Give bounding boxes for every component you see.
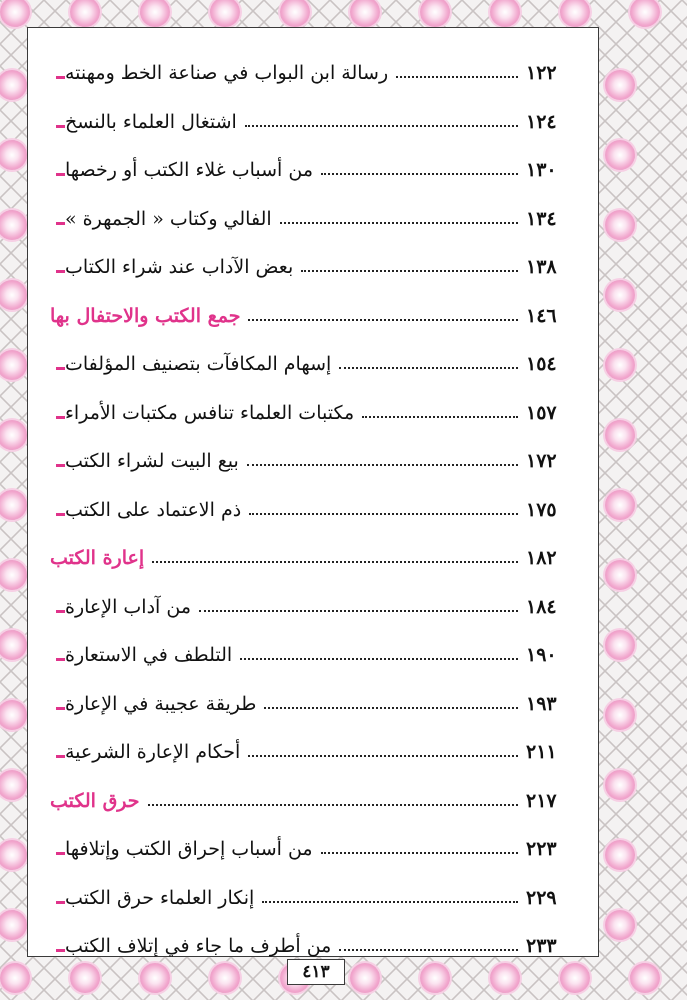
toc-page-number: ١٣٠ — [526, 159, 557, 181]
toc-title: مكتبات العلماء تنافس مكتبات الأمراء — [65, 401, 355, 424]
toc-title: اشتغال العلماء بالنسخ — [65, 110, 237, 133]
dot-leader — [240, 658, 518, 660]
dot-leader — [339, 949, 518, 951]
toc-section-heading[interactable] — [50, 301, 566, 331]
dot-leader — [321, 173, 518, 175]
dash-bullet-icon — [56, 755, 65, 758]
toc-title: بعض الآداب عند شراء الكتاب — [65, 256, 294, 278]
rosette-ornament — [0, 420, 27, 450]
toc-page-number: ٢٢٣ — [526, 838, 557, 860]
toc-entry[interactable] — [50, 155, 566, 185]
rosette-ornament — [280, 0, 310, 27]
rosette-ornament — [350, 963, 380, 993]
rosette-ornament — [0, 963, 30, 993]
dot-leader — [148, 804, 518, 806]
toc-page-number: ١٨٢ — [526, 547, 557, 569]
rosette-ornament — [605, 770, 635, 800]
dash-bullet-icon — [56, 901, 65, 904]
dash-bullet-icon — [56, 658, 65, 661]
rosette-ornament — [0, 350, 27, 380]
toc-title: أحكام الإعارة الشرعية — [65, 741, 241, 763]
toc-page-number: ٢٢٩ — [526, 886, 557, 909]
rosette-ornament — [605, 280, 635, 310]
toc-page-number: ١٥٧ — [526, 401, 557, 424]
rosette-ornament — [605, 910, 635, 940]
table-of-contents — [28, 28, 598, 956]
rosette-ornament — [490, 963, 520, 993]
toc-title: بيع البيت لشراء الكتب — [65, 450, 239, 472]
toc-page-number: ٢١٧ — [526, 789, 557, 812]
toc-title: رسالة ابن البواب في صناعة الخط ومهنته — [65, 62, 389, 84]
toc-entry[interactable] — [50, 931, 566, 961]
toc-page-number: ٢١١ — [526, 741, 557, 763]
rosette-ornament — [0, 560, 27, 590]
rosette-ornament — [210, 0, 240, 27]
rosette-ornament — [490, 0, 520, 27]
rosette-ornament — [0, 840, 27, 870]
toc-page-number: ٢٣٣ — [526, 935, 557, 957]
toc-entry[interactable] — [50, 883, 566, 913]
rosette-ornament — [70, 0, 100, 27]
toc-title: الفالي وكتاب « الجمهرة » — [65, 207, 272, 230]
rosette-ornament — [630, 0, 660, 27]
dash-bullet-icon — [56, 949, 65, 952]
toc-page-number: ١٨٤ — [526, 595, 557, 618]
rosette-ornament — [0, 630, 27, 660]
toc-title: من أسباب غلاء الكتب أو رخصها — [65, 159, 314, 181]
toc-page-number: ١٩٣ — [526, 692, 557, 715]
toc-title: جمع الكتب والاحتفال بها — [50, 304, 241, 327]
rosette-ornament — [0, 280, 27, 310]
toc-entry[interactable] — [50, 349, 566, 379]
rosette-ornament — [0, 770, 27, 800]
dash-bullet-icon — [56, 76, 65, 79]
toc-entry[interactable] — [50, 640, 566, 670]
rosette-ornament — [0, 0, 30, 27]
dash-bullet-icon — [56, 852, 65, 855]
rosette-ornament — [210, 963, 240, 993]
rosette-ornament — [605, 420, 635, 450]
dot-leader — [339, 367, 518, 369]
rosette-ornament — [560, 963, 590, 993]
dash-bullet-icon — [56, 173, 65, 176]
toc-section-heading[interactable] — [50, 786, 566, 816]
dot-leader — [301, 270, 518, 272]
rosette-ornament — [0, 210, 27, 240]
dot-leader — [262, 901, 518, 903]
toc-entry[interactable] — [50, 107, 566, 137]
toc-entry[interactable] — [50, 446, 566, 476]
rosette-ornament — [605, 210, 635, 240]
toc-entry[interactable] — [50, 689, 566, 719]
toc-page-number: ١٢٤ — [526, 110, 557, 133]
dot-leader — [280, 222, 518, 224]
rosette-ornament — [630, 963, 660, 993]
toc-title: ذم الاعتماد على الكتب — [65, 498, 242, 521]
dot-leader — [362, 416, 518, 418]
rosette-ornament — [605, 700, 635, 730]
toc-title: طريقة عجيبة في الإعارة — [65, 692, 257, 715]
toc-page-number: ١٤٦ — [526, 304, 557, 327]
toc-title: إسهام المكافآت بتصنيف المؤلفات — [65, 353, 332, 375]
toc-entry[interactable] — [50, 398, 566, 428]
toc-title: من أسباب إحراق الكتب وإتلافها — [65, 838, 313, 860]
rosette-ornament — [140, 0, 170, 27]
toc-page-number: ١٧٥ — [526, 498, 557, 521]
dash-bullet-icon — [56, 222, 65, 225]
dash-bullet-icon — [56, 367, 65, 370]
rosette-ornament — [605, 70, 635, 100]
page-number: ٤١٣ — [287, 959, 345, 985]
toc-title: من آداب الإعارة — [65, 595, 191, 618]
toc-entry[interactable] — [50, 834, 566, 864]
toc-entry[interactable] — [50, 737, 566, 767]
dot-leader — [321, 852, 518, 854]
toc-entry[interactable] — [50, 204, 566, 234]
dash-bullet-icon — [56, 125, 65, 128]
dash-bullet-icon — [56, 610, 65, 613]
toc-entry[interactable] — [50, 592, 566, 622]
dash-bullet-icon — [56, 416, 65, 419]
toc-entry[interactable] — [50, 495, 566, 525]
rosette-ornament — [0, 70, 27, 100]
dot-leader — [264, 707, 518, 709]
rosette-ornament — [0, 140, 27, 170]
toc-title: إعارة الكتب — [50, 547, 145, 569]
rosette-ornament — [560, 0, 590, 27]
toc-page-number: ١٢٢ — [526, 62, 557, 84]
toc-page-number: ١٧٢ — [526, 450, 557, 472]
toc-title: إنكار العلماء حرق الكتب — [65, 886, 255, 909]
rosette-ornament — [605, 840, 635, 870]
dash-bullet-icon — [56, 464, 65, 467]
rosette-ornament — [0, 910, 27, 940]
rosette-ornament — [605, 560, 635, 590]
content-panel — [27, 27, 599, 957]
toc-entry[interactable] — [50, 58, 566, 88]
dash-bullet-icon — [56, 707, 65, 710]
rosette-ornament — [420, 0, 450, 27]
dash-bullet-icon — [56, 513, 65, 516]
rosette-ornament — [350, 0, 380, 27]
toc-title: من أطرف ما جاء في إتلاف الكتب — [65, 935, 332, 957]
dot-leader — [247, 464, 518, 466]
dot-leader — [152, 561, 518, 563]
toc-page-number: ١٥٤ — [526, 353, 557, 375]
rosette-ornament — [0, 700, 27, 730]
toc-entry[interactable] — [50, 252, 566, 282]
dot-leader — [245, 125, 518, 127]
rosette-ornament — [420, 963, 450, 993]
toc-title: حرق الكتب — [50, 789, 140, 812]
dot-leader — [248, 319, 518, 321]
rosette-ornament — [605, 630, 635, 660]
toc-page-number: ١٣٨ — [526, 256, 557, 278]
rosette-ornament — [605, 140, 635, 170]
toc-page-number: ١٩٠ — [526, 644, 557, 666]
dot-leader — [396, 76, 518, 78]
dot-leader — [249, 513, 518, 515]
dot-leader — [199, 610, 518, 612]
rosette-ornament — [605, 490, 635, 520]
toc-title: التلطف في الاستعارة — [65, 644, 233, 666]
dot-leader — [248, 755, 518, 757]
rosette-ornament — [70, 963, 100, 993]
toc-section-heading[interactable] — [50, 543, 566, 573]
toc-page-number: ١٣٤ — [526, 207, 557, 230]
rosette-ornament — [0, 490, 27, 520]
dash-bullet-icon — [56, 270, 65, 273]
rosette-ornament — [605, 350, 635, 380]
rosette-ornament — [140, 963, 170, 993]
